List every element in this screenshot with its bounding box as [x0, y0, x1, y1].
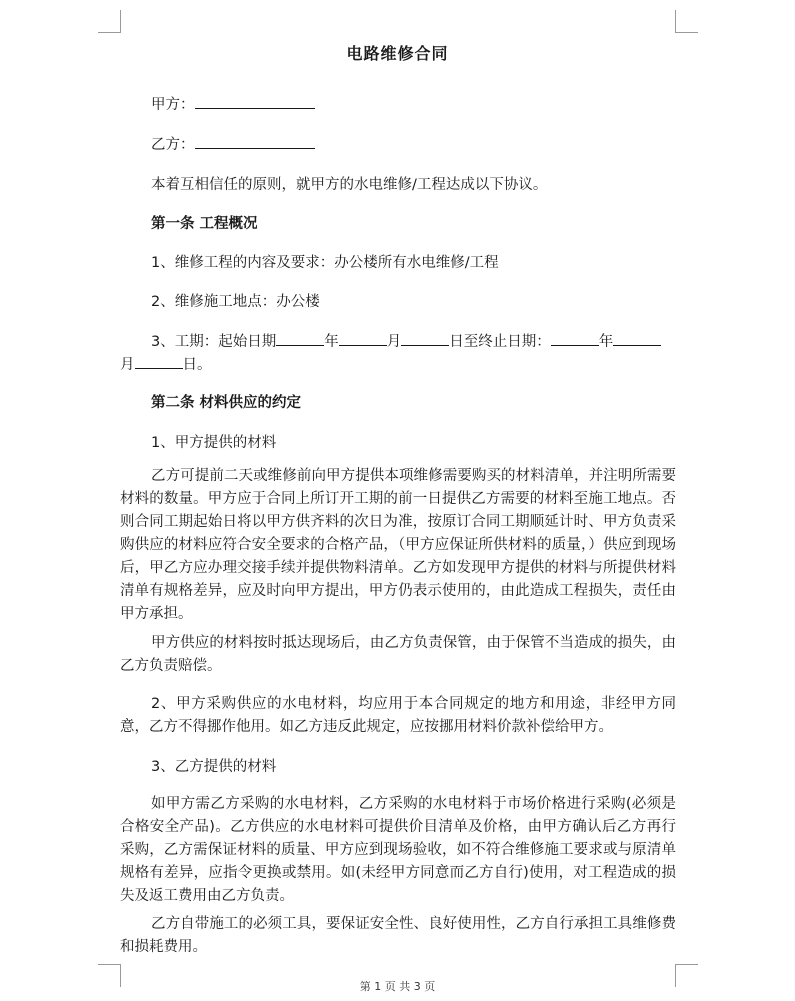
- day-to-end-label: 日至终止日期：: [449, 334, 551, 350]
- article2-paragraph-3: 2、甲方采购供应的水电材料，均应用于本合同规定的地方和用途，非经甲方同意，乙方不得挪作他用。如乙方违反此规定，应按挪用材料价款补偿给甲方。: [120, 696, 676, 735]
- page-corner-mark-top-right: [675, 10, 698, 33]
- article2-paragraph-1: 乙方可提前二天或维修前向甲方提供本项维修需要购买的材料清单，并注明所需要材料的数量。甲方应于合同上所订开工期的前一日提供乙方需要的材料至施工地点。否则合同工期起始日将以甲方供齐料的次日为准，按原订合同工期顺延计时、甲方负责采购供应的材料应符合安全要求的合格产品，（甲方应保证所供材料的质量，）供应到现场后，甲乙方应办理交接手续并提供物料清单。乙方如发现甲方提供的材料与所提供材料清单有规格差异，应及时向甲方提出，甲方仍表示使用的，由此造成工程损失，责任由甲方承担。: [120, 468, 676, 622]
- article2-paragraph-5: 乙方自带施工的必须工具，要保证安全性、良好使用性，乙方自行承担工具维修费和损耗费用。: [120, 916, 676, 955]
- article1-item1: 1、维修工程的内容及要求：办公楼所有水电维修/工程: [151, 255, 499, 271]
- party-b-line: [151, 133, 315, 154]
- intro-text: 本着互相信任的原则，就甲方的水电维修/工程达成以下协议。: [151, 177, 548, 193]
- party-a-blank[interactable]: [195, 94, 315, 109]
- end-year-label: 年: [598, 334, 614, 350]
- page-number-footer: 第 1 页 共 3 页: [359, 980, 436, 993]
- page-corner-mark-top-left: [98, 10, 121, 33]
- article1-heading: 第一条 工程概况: [151, 216, 258, 232]
- article2-sub3: 3、乙方提供的材料: [151, 759, 277, 775]
- end-month-blank-1[interactable]: [613, 331, 661, 346]
- document-title: 电路维修合同: [346, 44, 449, 63]
- start-month-blank[interactable]: [339, 331, 387, 346]
- end-year-blank[interactable]: [551, 331, 599, 346]
- article2-paragraph-2: 甲方供应的材料按时抵达现场后，由乙方负责保管，由于保管不当造成的损失，由乙方负责赔偿。: [120, 635, 676, 674]
- term-prefix: 3、工期：起始日期: [151, 334, 277, 350]
- start-year-label: 年: [324, 334, 339, 350]
- party-b-blank[interactable]: [195, 134, 315, 149]
- article2-heading: 第二条 材料供应的约定: [151, 395, 302, 411]
- article2-sub1: 1、甲方提供的材料: [151, 435, 277, 451]
- start-day-blank[interactable]: [401, 331, 449, 346]
- article2-paragraph-4: 如甲方需乙方采购的水电材料，乙方采购的水电材料于市场价格进行采购(必须是合格安全产品)。乙方供应的水电材料可提供价目清单及价格，由甲方确认后乙方再行采购，乙方需保证材料的质量、甲方应到现场验收，如不符合维修施工要求或与原清单规格有差异，应指令更换或禁用。如(未经甲方同意而乙方自行)使用，对工程造成的损失及返工费用由乙方负责。: [120, 796, 676, 904]
- end-day-label: 日。: [182, 357, 212, 373]
- start-month-label: 月: [386, 334, 402, 350]
- party-b-label: 乙方：: [151, 137, 195, 153]
- end-month-label: 月: [120, 357, 135, 373]
- end-day-blank[interactable]: [135, 354, 183, 369]
- party-a-label: 甲方：: [151, 97, 195, 113]
- party-a-line: [151, 93, 315, 114]
- start-year-blank[interactable]: [276, 331, 324, 346]
- article1-item3-line1: [151, 330, 661, 351]
- article1-item3-line2: [120, 353, 212, 374]
- article1-item2: 2、维修施工地点：办公楼: [151, 294, 320, 310]
